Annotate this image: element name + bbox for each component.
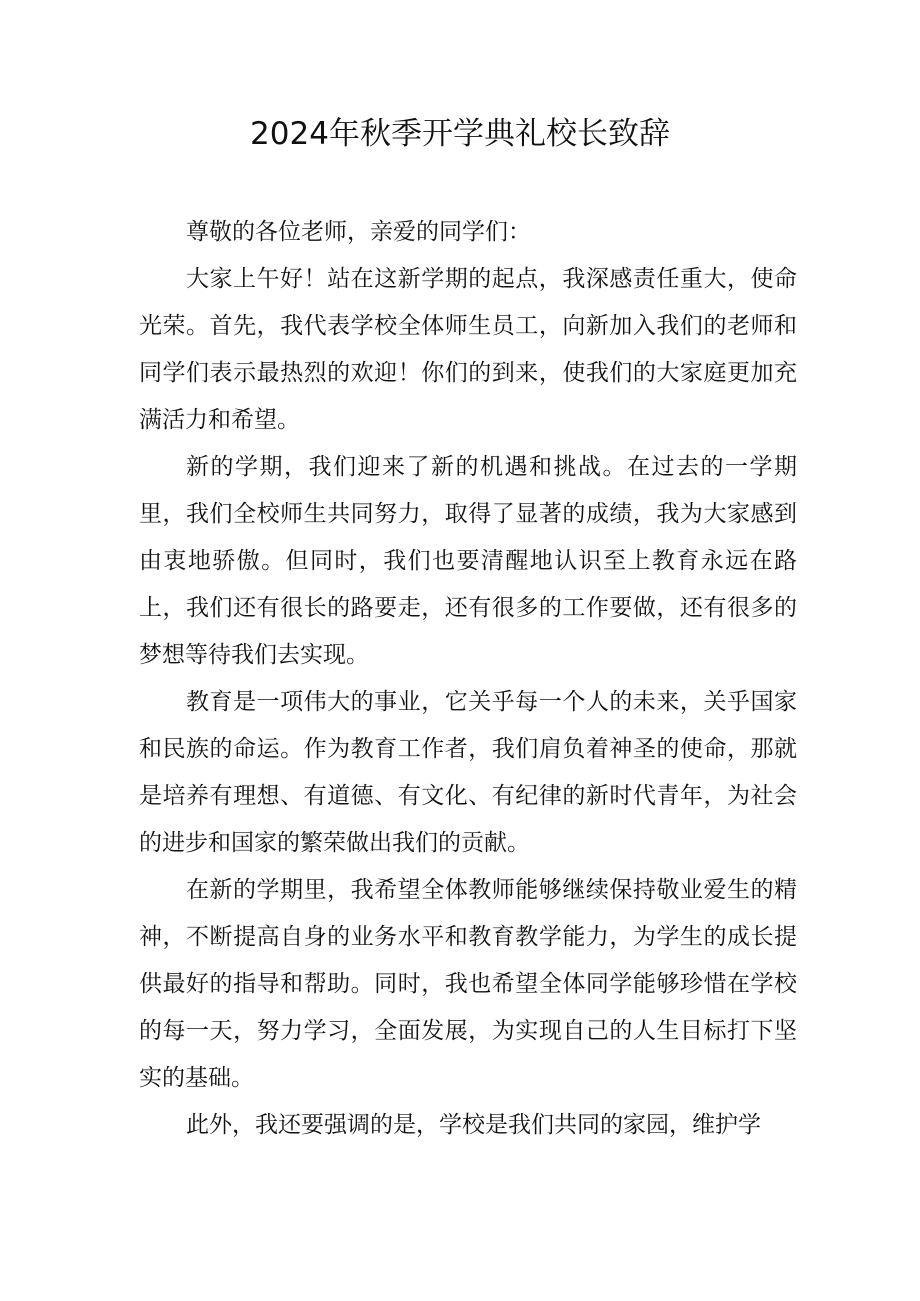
paragraph-2: 新的学期，我们迎来了新的机遇和挑战。在过去的一学期里，我们全校师生共同努力，取得了显著的成绩，我为大家感到由衷地骄傲。但同时，我们也要清醒地认识至上教育永远在路上，我们还有很长的路要走，还有很多的工作要做，还有很多的梦想等待我们去实现。 (139, 454, 797, 668)
speech-body (139, 209, 797, 1149)
page-title: 2024年秋季开学典礼校长致辞 (250, 116, 670, 152)
paragraph-3: 教育是一项伟大的事业，它关乎每一个人的未来，关乎国家和民族的命运。作为教育工作者，我们肩负着神圣的使命，那就是培养有理想、有道德、有文化、有纪律的新时代青年，为社会的进步和国家的繁荣做出我们的贡献。 (139, 689, 797, 856)
paragraph-4: 在新的学期里，我希望全体教师能够继续保持敬业爱生的精神，不断提高自身的业务水平和教育教学能力，为学生的成长提供最好的指导和帮助。同时，我也希望全体同学能够珍惜在学校的每一天，努力学习，全面发展，为实现自己的人生目标打下坚实的基础。 (139, 877, 797, 1091)
paragraph-5: 此外，我还要强调的是，学校是我们共同的家园，维护学 (186, 1112, 761, 1138)
paragraph-1: 大家上午好！站在这新学期的起点，我深感责任重大，使命光荣。首先，我代表学校全体师生员工，向新加入我们的老师和同学们表示最热烈的欢迎！你们的到来，使我们的大家庭更加充满活力和希望。 (139, 266, 797, 433)
paragraph-greeting: 尊敬的各位老师，亲爱的同学们： (186, 219, 531, 245)
